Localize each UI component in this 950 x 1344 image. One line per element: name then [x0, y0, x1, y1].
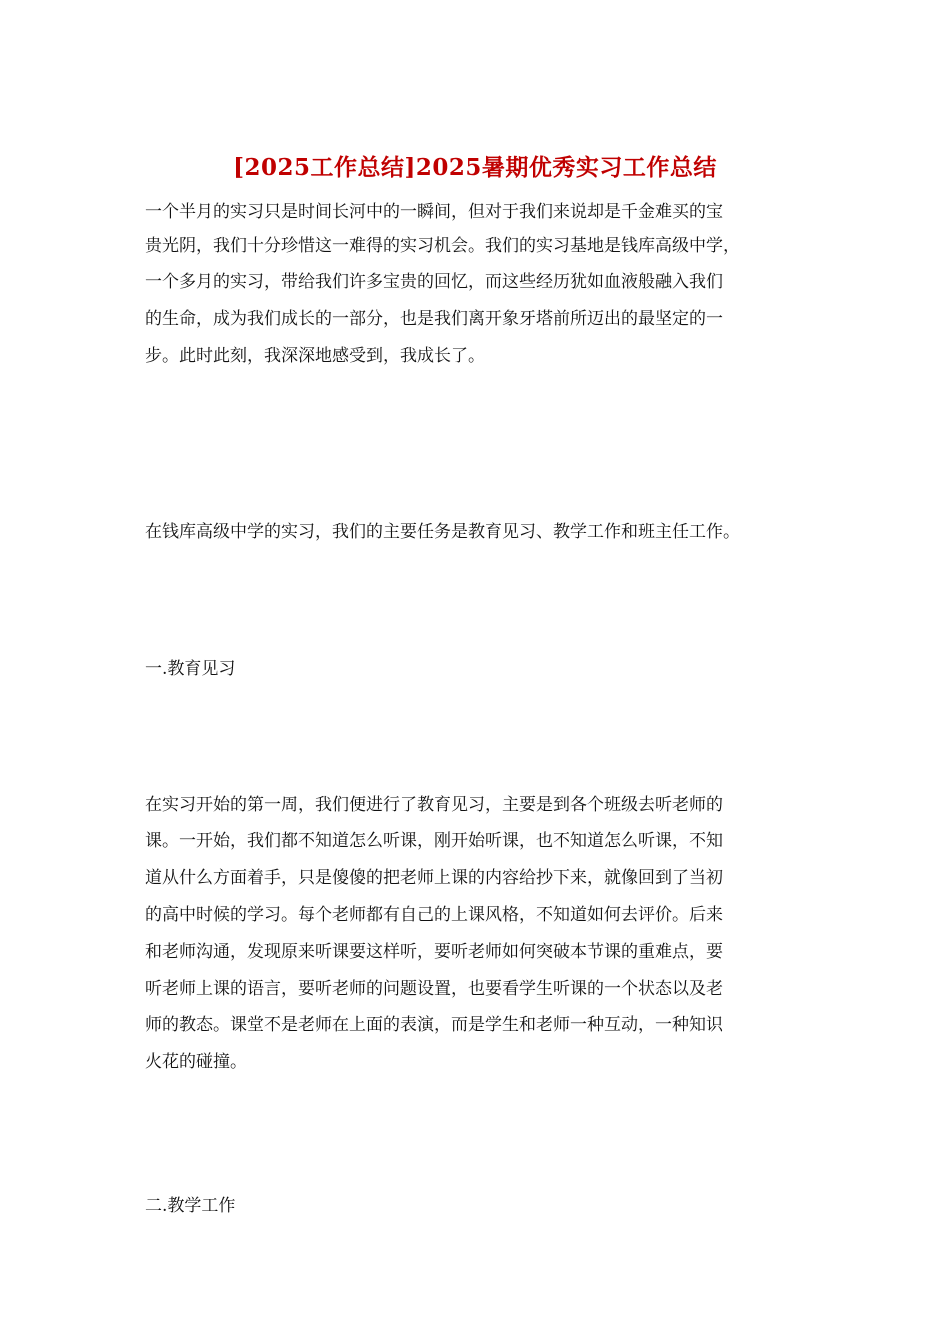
tasks-paragraph: 在钱库高级中学的实习，我们的主要任务是教育见习、教学工作和班主任工作。 [145, 522, 740, 542]
section-1-line-6: 听老师上课的语言，要听老师的问题设置，也要看学生听课的一个状态以及老 [145, 979, 723, 999]
section-1-heading: 一.教育见习 [145, 659, 236, 679]
intro-line-2: 贵光阴，我们十分珍惜这一难得的实习机会。我们的实习基地是钱库高级中学， [145, 236, 740, 256]
section-1-line-1: 在实习开始的第一周，我们便进行了教育见习，主要是到各个班级去听老师的 [145, 795, 723, 815]
section-1-line-7: 师的教态。课堂不是老师在上面的表演，而是学生和老师一种互动，一种知识 [145, 1015, 723, 1035]
intro-line-5: 步。此时此刻，我深深地感受到，我成长了。 [145, 346, 485, 366]
intro-line-3: 一个多月的实习，带给我们许多宝贵的回忆，而这些经历犹如血液般融入我们 [145, 272, 723, 292]
section-1-line-4: 的高中时候的学习。每个老师都有自己的上课风格，不知道如何去评价。后来 [145, 905, 723, 925]
section-1-line-8: 火花的碰撞。 [145, 1052, 247, 1072]
intro-line-1: 一个半月的实习只是时间长河中的一瞬间，但对于我们来说却是千金难买的宝 [145, 202, 723, 222]
section-1-line-3: 道从什么方面着手，只是傻傻的把老师上课的内容给抄下来，就像回到了当初 [145, 868, 723, 888]
section-1-line-2: 课。一开始，我们都不知道怎么听课，刚开始听课，也不知道怎么听课，不知 [145, 831, 723, 851]
intro-line-4: 的生命，成为我们成长的一部分，也是我们离开象牙塔前所迈出的最坚定的一 [145, 309, 723, 329]
section-2-heading: 二.教学工作 [145, 1196, 236, 1216]
document-title: [2025工作总结]2025暑期优秀实习工作总结 [233, 154, 717, 181]
section-1-line-5: 和老师沟通，发现原来听课要这样听，要听老师如何突破本节课的重难点，要 [145, 942, 723, 962]
